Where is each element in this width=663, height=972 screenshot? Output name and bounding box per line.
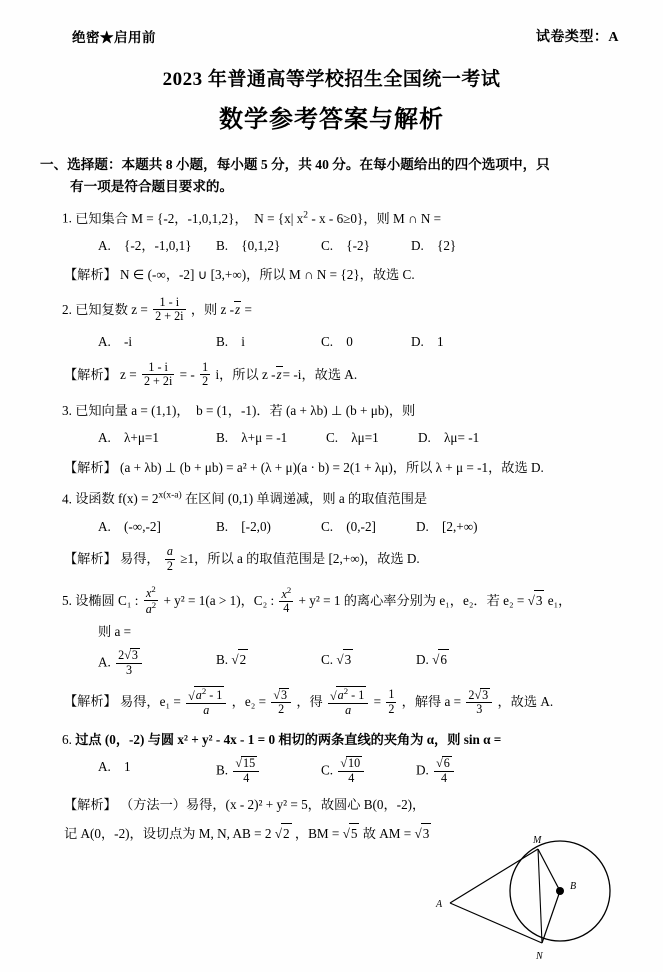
- geometry-figure: [430, 831, 645, 966]
- question-4-options: [36, 517, 623, 537]
- option-c[interactable]: C. λμ=1: [326, 430, 379, 446]
- question-1-options: [36, 236, 623, 256]
- question-4-solution: [36, 546, 623, 574]
- solution-text: N ∈ (-∞，-2] ∪ [3,+∞)，所以 M ∩ N = {2}，故选 C.: [120, 267, 415, 283]
- option-a[interactable]: A. (-∞,-2]: [98, 518, 161, 534]
- option-a[interactable]: A. 1: [98, 759, 131, 775]
- question-2-number: 2.: [62, 302, 72, 317]
- option-c[interactable]: C. 0: [321, 334, 353, 350]
- question-5-number: 5.: [62, 592, 72, 608]
- option-d[interactable]: D. √6: [416, 649, 449, 678]
- solution-label: 【解析】: [64, 267, 117, 283]
- label-m: M: [533, 835, 542, 846]
- circle-tangent-diagram: [430, 831, 645, 966]
- solution-label: 【解析】: [64, 694, 117, 710]
- label-a: A: [436, 899, 443, 910]
- question-5-text: 设椭圆 C₁ : $\frac{x^2}{a^2}$ + y² = 1(a > 1)，C₂ : $\frac{x^2}{4}$ + y² = 1 的离心率分别为 e₁，e₂．若 e₂ = √3 e₁，: [75, 583, 572, 617]
- solution-text: (a + λb) ⊥ (b + μb) = a² + (λ + μ)(a · b) = 2(1 + λμ)，所以 λ + μ = -1，故选 D.: [120, 459, 544, 475]
- question-5-solution: [36, 687, 623, 718]
- option-a[interactable]: A. λ+μ=1: [98, 430, 159, 446]
- question-5-text-cont: 则 a =: [98, 623, 132, 639]
- question-3-text: 已知向量 a = (1,1)， b = (1，-1)．若 (a + λb) ⊥ (b + μb)，则: [75, 402, 416, 418]
- question-6-solution-cont: 记 A(0，-2)，设切点为 M, N, AB = 2 √2 ，BM = √5 故 AM = √3: [36, 823, 464, 844]
- question-1: [36, 208, 623, 229]
- question-2-text: 已知复数 z = $\frac{1 - i}{2 + 2i}$ ，则 z -z =: [75, 294, 252, 324]
- page-header: [0, 0, 663, 46]
- question-1-solution: [36, 265, 623, 285]
- question-6-text: 过点 (0，-2) 与圆 x² + y² - 4x - 1 = 0 相切的两条直线的夹角为 α，则 sin α =: [75, 731, 502, 747]
- question-6-number: 6.: [62, 731, 72, 747]
- solution-label: 【解析】: [64, 459, 117, 475]
- solution-label: 【解析】: [64, 797, 117, 813]
- option-b[interactable]: B. √2: [216, 649, 321, 678]
- option-a[interactable]: A. {-2，-1,0,1}: [98, 237, 192, 253]
- question-2-solution: [36, 359, 623, 390]
- option-c[interactable]: C. √3: [321, 649, 416, 678]
- solution-text: 易得，e₁ = $\frac{√a^2 - 1}{a}$ ，e₂ = $\frac{√3}{2}$ ，得 $\frac{√a^2 - 1}{a}$ = $\frac{1}{2}$ ，解得 a = $\frac{2√3}{3}$ ，故选 A.: [120, 686, 554, 718]
- question-4-number: 4.: [62, 491, 72, 507]
- question-6-solution: [36, 795, 464, 815]
- option-d[interactable]: D. $\frac{√6}{4}$: [416, 757, 456, 786]
- option-d[interactable]: D. {2}: [411, 237, 457, 253]
- solution-text: 易得， $\frac{a}{2}$ ≥1，所以 a 的取值范围是 [2,+∞)，故选 D.: [120, 544, 420, 573]
- option-c[interactable]: C. (0,-2]: [321, 518, 376, 534]
- solution-label: 【解析】: [64, 366, 117, 382]
- question-2: [36, 294, 623, 325]
- confidential-marker: 绝密★启用前: [72, 30, 156, 45]
- section-heading-line2: 有一项是符合题目要求的。: [70, 179, 234, 195]
- question-4-text: 设函数 $f(x) = 2^{x(x-a)}$ 在区间 (0,1) 单调递减，则 a 的取值范围是: [75, 491, 428, 507]
- document-body: [0, 134, 663, 844]
- solution-text: z = $\frac{1 - i}{2 + 2i}$ = - $\frac{1}{2}$ i，所以 z -z= -i，故选 A.: [120, 359, 358, 389]
- question-5-options: [36, 649, 623, 678]
- option-b[interactable]: B. {0,1,2}: [216, 237, 281, 253]
- option-a[interactable]: A. -i: [98, 334, 133, 350]
- option-b[interactable]: B. $\frac{√15}{4}$: [216, 757, 321, 786]
- option-a[interactable]: A. $\frac{2√3}{3}$: [98, 649, 216, 678]
- option-c[interactable]: C. $\frac{√10}{4}$: [321, 757, 416, 786]
- question-3: [36, 401, 623, 421]
- question-3-options: [36, 428, 623, 448]
- label-b: B: [570, 881, 577, 892]
- solution-text: （方法一）易得，(x - 2)² + y² = 5，故圆心 B(0，-2)，: [120, 797, 426, 813]
- option-d[interactable]: D. [2,+∞): [416, 518, 478, 534]
- option-b[interactable]: B. λ+μ = -1: [216, 430, 288, 446]
- option-b[interactable]: B. [-2,0): [216, 518, 271, 534]
- question-2-options: [36, 332, 623, 352]
- question-5: [36, 583, 623, 618]
- solution-label: 【解析】: [64, 551, 117, 567]
- option-d[interactable]: D. 1: [411, 334, 444, 350]
- section-heading-line1: 一、选择题：本题共 8 小题，每小题 5 分，共 40 分。在每小题给出的四个选项中，只: [40, 157, 550, 172]
- question-1-text: 已知集合 M = {-2，-1,0,1,2}， N = {x| $x^2 - x - 6\ge 0$}，则 M ∩ N =: [75, 210, 442, 226]
- option-b[interactable]: B. i: [216, 334, 245, 350]
- document-title: 数学参考答案与解析: [219, 107, 444, 133]
- question-1-number: 1.: [62, 210, 72, 226]
- label-n: N: [536, 951, 543, 962]
- question-6: [36, 730, 623, 750]
- option-d[interactable]: D. λμ= -1: [418, 430, 480, 446]
- exam-title: 2023 年普通高等学校招生全国统一考试: [162, 69, 501, 90]
- paper-type-label: 试卷类型：A: [535, 30, 619, 45]
- option-c[interactable]: C. {-2}: [321, 237, 370, 253]
- question-4: [36, 489, 623, 510]
- question-3-number: 3.: [62, 402, 72, 418]
- question-3-solution: [36, 458, 623, 478]
- question-6-options: [36, 757, 623, 786]
